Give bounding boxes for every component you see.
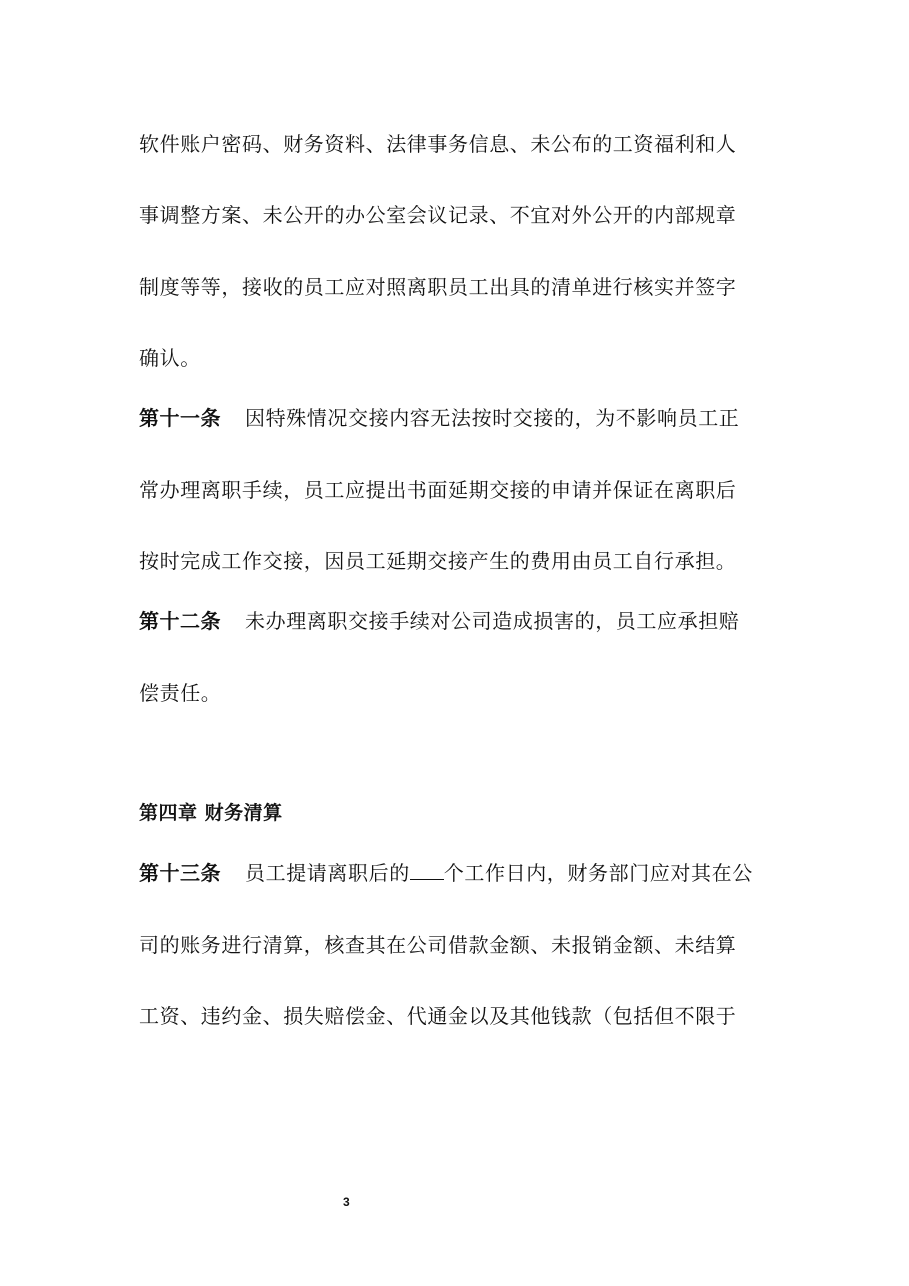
article-text: 员工提请离职后的 [245, 861, 410, 885]
body-line: 按时完成工作交接，因员工延期交接产生的费用由员工自行承担。 [139, 549, 737, 573]
body-line: 司的账务进行清算，核查其在公司借款金额、未报销金额、未结算 [139, 933, 737, 957]
article-text: 因特殊情况交接内容无法按时交接的，为不影响员工正 [245, 406, 740, 430]
fill-in-blank [410, 861, 444, 880]
body-line: 软件账户密码、财务资料、法律事务信息、未公布的工资福利和人 [139, 132, 737, 156]
chapter-heading: 第四章 财务清算 [139, 802, 283, 824]
body-line: 制度等等，接收的员工应对照离职员工出具的清单进行核实并签字 [139, 275, 737, 299]
article-label: 第十三条 [139, 861, 221, 885]
body-line: 确认。 [139, 346, 201, 370]
body-line: 常办理离职手续，员工应提出书面延期交接的申请并保证在离职后 [139, 478, 737, 502]
body-line: 偿责任。 [139, 681, 222, 705]
article-text: 个工作日内，财务部门应对其在公 [443, 861, 753, 885]
body-line: 事调整方案、未公开的办公室会议记录、不宜对外公开的内部规章 [139, 203, 737, 227]
page-number: 3 [343, 1195, 350, 1209]
article-12 [139, 609, 739, 633]
article-label: 第十二条 [139, 609, 221, 633]
article-11 [139, 406, 739, 430]
article-text: 未办理离职交接手续对公司造成损害的，员工应承担赔 [245, 609, 740, 633]
body-line: 工资、违约金、损失赔偿金、代通金以及其他钱款（包括但不限于 [139, 1004, 737, 1028]
article-label: 第十一条 [139, 406, 221, 430]
article-13 [139, 861, 753, 885]
